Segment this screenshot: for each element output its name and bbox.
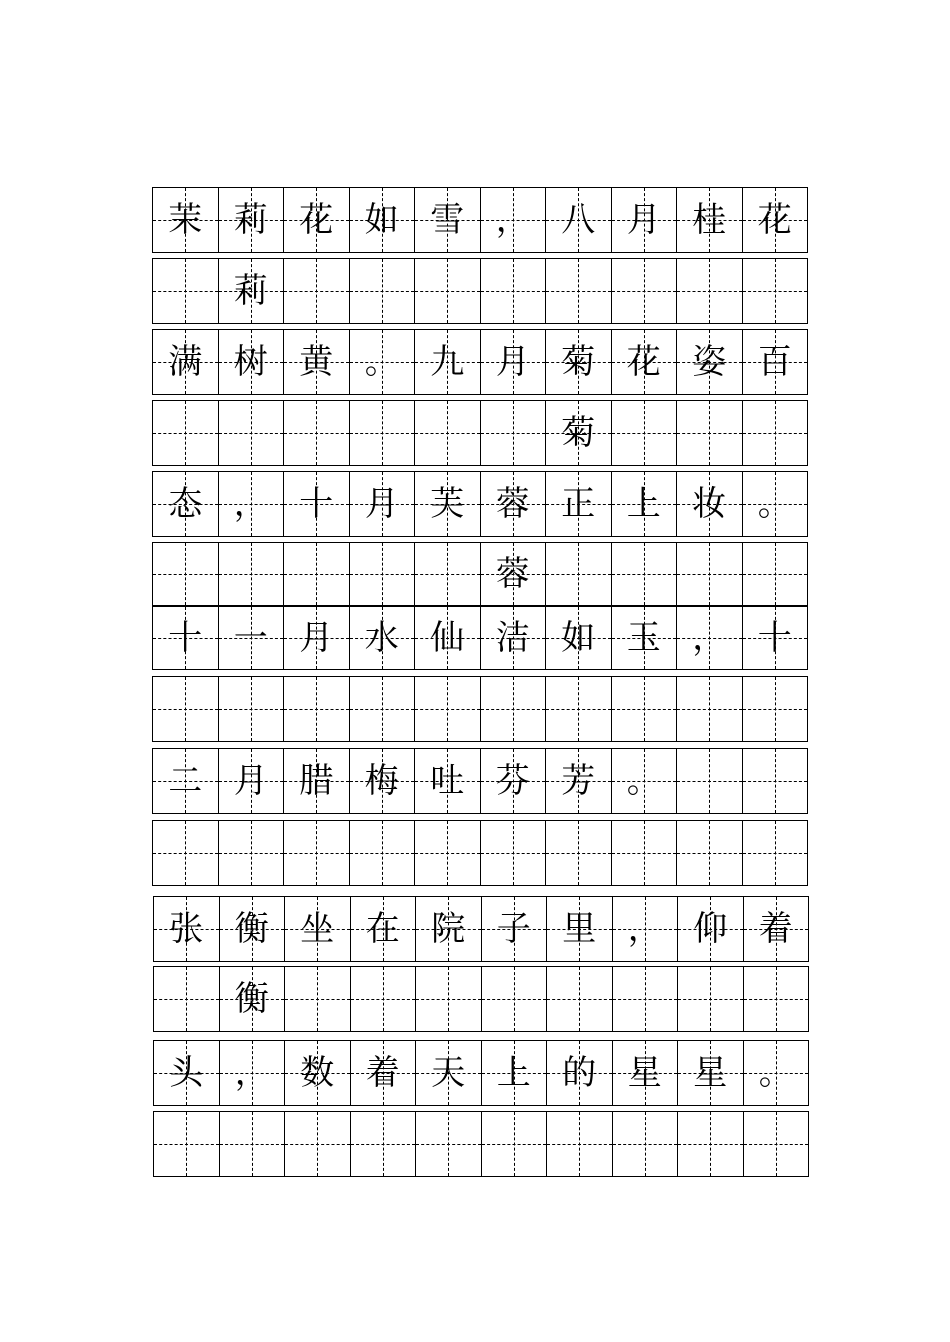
grid-cell: [546, 472, 612, 536]
grid-cell: [154, 967, 220, 1031]
grid-cell: [351, 1041, 417, 1105]
grid-cell: [546, 749, 612, 813]
grid-cell: [546, 188, 612, 252]
grid-cell: [612, 543, 678, 605]
grid-cell: [220, 1112, 286, 1176]
grid-cell: [481, 677, 547, 741]
grid-cell: [481, 401, 547, 465]
grid-cell: [416, 1112, 482, 1176]
grid-cell: [154, 897, 220, 961]
text-row: [152, 187, 808, 253]
character: 子: [496, 909, 531, 949]
grid-cell: [743, 677, 808, 741]
grid-cell: [284, 472, 350, 536]
grid-cell: [547, 1112, 613, 1176]
practice-row: [152, 820, 808, 886]
character: 水: [364, 618, 399, 658]
grid-cell: [678, 1041, 744, 1105]
character: 莉: [233, 200, 268, 240]
grid-cell: [612, 188, 678, 252]
character: 着: [365, 1053, 400, 1093]
grid-cell: [350, 330, 416, 394]
grid-cell: [613, 1112, 679, 1176]
character: 黄: [299, 342, 334, 382]
grid-cell: [219, 188, 285, 252]
grid-cell: [285, 1112, 351, 1176]
character: 张: [169, 909, 204, 949]
practice-character: 蓉: [495, 554, 530, 594]
character: 芙: [430, 484, 465, 524]
grid-cell: [219, 330, 285, 394]
grid-cell: [481, 749, 547, 813]
grid-cell: [677, 607, 743, 669]
grid-cell: [546, 330, 612, 394]
grid-cell: [285, 967, 351, 1031]
grid-cell: [613, 967, 679, 1031]
grid-cell: [351, 967, 417, 1031]
grid-cell: [219, 401, 285, 465]
character: ，: [234, 1053, 269, 1093]
grid-cell: [153, 749, 219, 813]
grid-cell: [743, 607, 808, 669]
grid-cell: [284, 259, 350, 323]
grid-cell: [481, 472, 547, 536]
grid-cell: [546, 259, 612, 323]
character: 茉: [168, 200, 203, 240]
character: 月: [626, 200, 661, 240]
grid-cell: [546, 821, 612, 885]
character: 天: [431, 1053, 466, 1093]
practice-character: 莉: [233, 271, 268, 311]
grid-cell: [612, 821, 678, 885]
grid-cell: [546, 543, 612, 605]
grid-cell: [677, 330, 743, 394]
grid-cell: [678, 897, 744, 961]
character: ，: [495, 200, 530, 240]
grid-cell: [153, 330, 219, 394]
grid-cell: [220, 897, 286, 961]
grid-cell: [743, 749, 808, 813]
practice-row: [152, 258, 808, 324]
grid-cell: [677, 543, 743, 605]
grid-cell: [612, 472, 678, 536]
practice-row: [152, 676, 808, 742]
grid-cell: [219, 677, 285, 741]
grid-cell: [350, 259, 416, 323]
grid-cell: [351, 1112, 417, 1176]
character: 花: [299, 200, 334, 240]
grid-cell: [284, 401, 350, 465]
grid-cell: [350, 543, 416, 605]
grid-cell: [415, 472, 481, 536]
character: 在: [365, 909, 400, 949]
character: 里: [562, 909, 597, 949]
character: 桂: [692, 200, 727, 240]
grid-cell: [612, 607, 678, 669]
grid-cell: [153, 188, 219, 252]
grid-cell: [284, 543, 350, 605]
grid-cell: [482, 967, 548, 1031]
grid-cell: [219, 607, 285, 669]
character: 院: [431, 909, 466, 949]
grid-cell: [219, 749, 285, 813]
character: 。: [364, 342, 399, 382]
grid-cell: [415, 543, 481, 605]
grid-cell: [612, 330, 678, 394]
character: 星: [693, 1053, 728, 1093]
character: 。: [758, 1053, 793, 1093]
grid-cell: [350, 677, 416, 741]
character: 衡: [234, 909, 269, 949]
grid-cell: [744, 1041, 809, 1105]
grid-cell: [284, 607, 350, 669]
character: 月: [233, 761, 268, 801]
character: 满: [168, 342, 203, 382]
grid-cell: [350, 821, 416, 885]
grid-cell: [678, 967, 744, 1031]
text-row: [153, 896, 809, 962]
grid-cell: [677, 188, 743, 252]
text-row: [152, 471, 808, 537]
text-row: [152, 329, 808, 395]
grid-cell: [744, 967, 809, 1031]
grid-cell: [284, 330, 350, 394]
grid-cell: [481, 821, 547, 885]
grid-cell: [415, 259, 481, 323]
grid-cell: [219, 821, 285, 885]
grid-cell: [613, 1041, 679, 1105]
text-row: [153, 1040, 809, 1106]
grid-cell: [154, 1112, 220, 1176]
grid-cell: [350, 188, 416, 252]
grid-cell: [415, 401, 481, 465]
grid-cell: [481, 543, 547, 605]
character: 百: [757, 342, 792, 382]
character: ，: [233, 484, 268, 524]
character: 花: [626, 342, 661, 382]
practice-row: [153, 966, 809, 1032]
practice-row: [152, 542, 808, 606]
grid-cell: [350, 607, 416, 669]
grid-cell: [153, 821, 219, 885]
grid-cell: [415, 330, 481, 394]
character: 数: [300, 1053, 335, 1093]
character: 花: [757, 200, 792, 240]
grid-cell: [153, 259, 219, 323]
grid-cell: [219, 472, 285, 536]
character: 的: [562, 1053, 597, 1093]
character: 雪: [430, 200, 465, 240]
grid-cell: [743, 188, 808, 252]
grid-cell: [481, 259, 547, 323]
grid-cell: [677, 821, 743, 885]
character: 如: [561, 618, 596, 658]
practice-character: 菊: [561, 413, 596, 453]
character: 八: [561, 200, 596, 240]
grid-cell: [743, 259, 808, 323]
character: 妆: [692, 484, 727, 524]
grid-cell: [743, 821, 808, 885]
character: 。: [626, 761, 661, 801]
character: 芬: [495, 761, 530, 801]
grid-cell: [415, 607, 481, 669]
character: 态: [168, 484, 203, 524]
grid-cell: [743, 543, 808, 605]
grid-cell: [743, 330, 808, 394]
grid-cell: [481, 330, 547, 394]
grid-cell: [677, 749, 743, 813]
character: 洁: [495, 618, 530, 658]
grid-cell: [153, 543, 219, 605]
grid-cell: [546, 401, 612, 465]
grid-cell: [284, 821, 350, 885]
character: 二: [168, 761, 203, 801]
grid-cell: [220, 967, 286, 1031]
grid-cell: [416, 967, 482, 1031]
grid-cell: [613, 897, 679, 961]
grid-cell: [153, 401, 219, 465]
grid-cell: [546, 677, 612, 741]
grid-cell: [153, 677, 219, 741]
grid-cell: [350, 401, 416, 465]
grid-cell: [284, 188, 350, 252]
character: 十: [168, 618, 203, 658]
character: 仰: [693, 909, 728, 949]
character: 如: [364, 200, 399, 240]
grid-cell: [612, 749, 678, 813]
character: 月: [364, 484, 399, 524]
grid-cell: [415, 821, 481, 885]
character: 星: [627, 1053, 662, 1093]
grid-cell: [481, 188, 547, 252]
grid-cell: [154, 1041, 220, 1105]
character: 。: [757, 484, 792, 524]
grid-cell: [743, 401, 808, 465]
character: 一: [233, 618, 268, 658]
character: 月: [495, 342, 530, 382]
grid-cell: [677, 401, 743, 465]
character: 菊: [561, 342, 596, 382]
character: 芳: [561, 761, 596, 801]
grid-cell: [612, 401, 678, 465]
grid-cell: [220, 1041, 286, 1105]
character: 玉: [626, 618, 661, 658]
grid-cell: [415, 188, 481, 252]
grid-cell: [612, 677, 678, 741]
grid-cell: [351, 897, 417, 961]
grid-cell: [482, 1041, 548, 1105]
grid-cell: [677, 677, 743, 741]
grid-cell: [482, 897, 548, 961]
grid-cell: [153, 607, 219, 669]
character: 仙: [430, 618, 465, 658]
grid-cell: [416, 897, 482, 961]
grid-cell: [284, 677, 350, 741]
grid-cell: [219, 543, 285, 605]
character: 月: [299, 618, 334, 658]
grid-cell: [744, 1112, 809, 1176]
grid-cell: [546, 607, 612, 669]
practice-row: [152, 400, 808, 466]
practice-character: 衡: [234, 979, 269, 1019]
character: ，: [627, 909, 662, 949]
grid-cell: [678, 1112, 744, 1176]
character: 正: [561, 484, 596, 524]
grid-cell: [416, 1041, 482, 1105]
grid-cell: [153, 472, 219, 536]
grid-cell: [547, 967, 613, 1031]
character: 十: [757, 618, 792, 658]
grid-cell: [547, 897, 613, 961]
grid-cell: [219, 259, 285, 323]
grid-cell: [677, 259, 743, 323]
character: 着: [758, 909, 793, 949]
grid-cell: [481, 607, 547, 669]
practice-row: [153, 1111, 809, 1177]
grid-cell: [285, 1041, 351, 1105]
grid-cell: [415, 677, 481, 741]
grid-cell: [415, 749, 481, 813]
grid-cell: [547, 1041, 613, 1105]
character: 姿: [692, 342, 727, 382]
grid-cell: [677, 472, 743, 536]
grid-cell: [350, 472, 416, 536]
grid-cell: [612, 259, 678, 323]
grid-cell: [284, 749, 350, 813]
character: ，: [692, 618, 727, 658]
character: 头: [169, 1053, 204, 1093]
grid-cell: [744, 897, 809, 961]
character: 梅: [364, 761, 399, 801]
character: 蓉: [495, 484, 530, 524]
character: 腊: [299, 761, 334, 801]
text-row: [152, 606, 808, 670]
character: 上: [496, 1053, 531, 1093]
character: 吐: [430, 761, 465, 801]
grid-cell: [743, 472, 808, 536]
character: 十: [299, 484, 334, 524]
character: 坐: [300, 909, 335, 949]
character: 树: [233, 342, 268, 382]
grid-cell: [482, 1112, 548, 1176]
character: 上: [626, 484, 661, 524]
grid-cell: [350, 749, 416, 813]
text-row: [152, 748, 808, 814]
character: 九: [430, 342, 465, 382]
grid-cell: [285, 897, 351, 961]
